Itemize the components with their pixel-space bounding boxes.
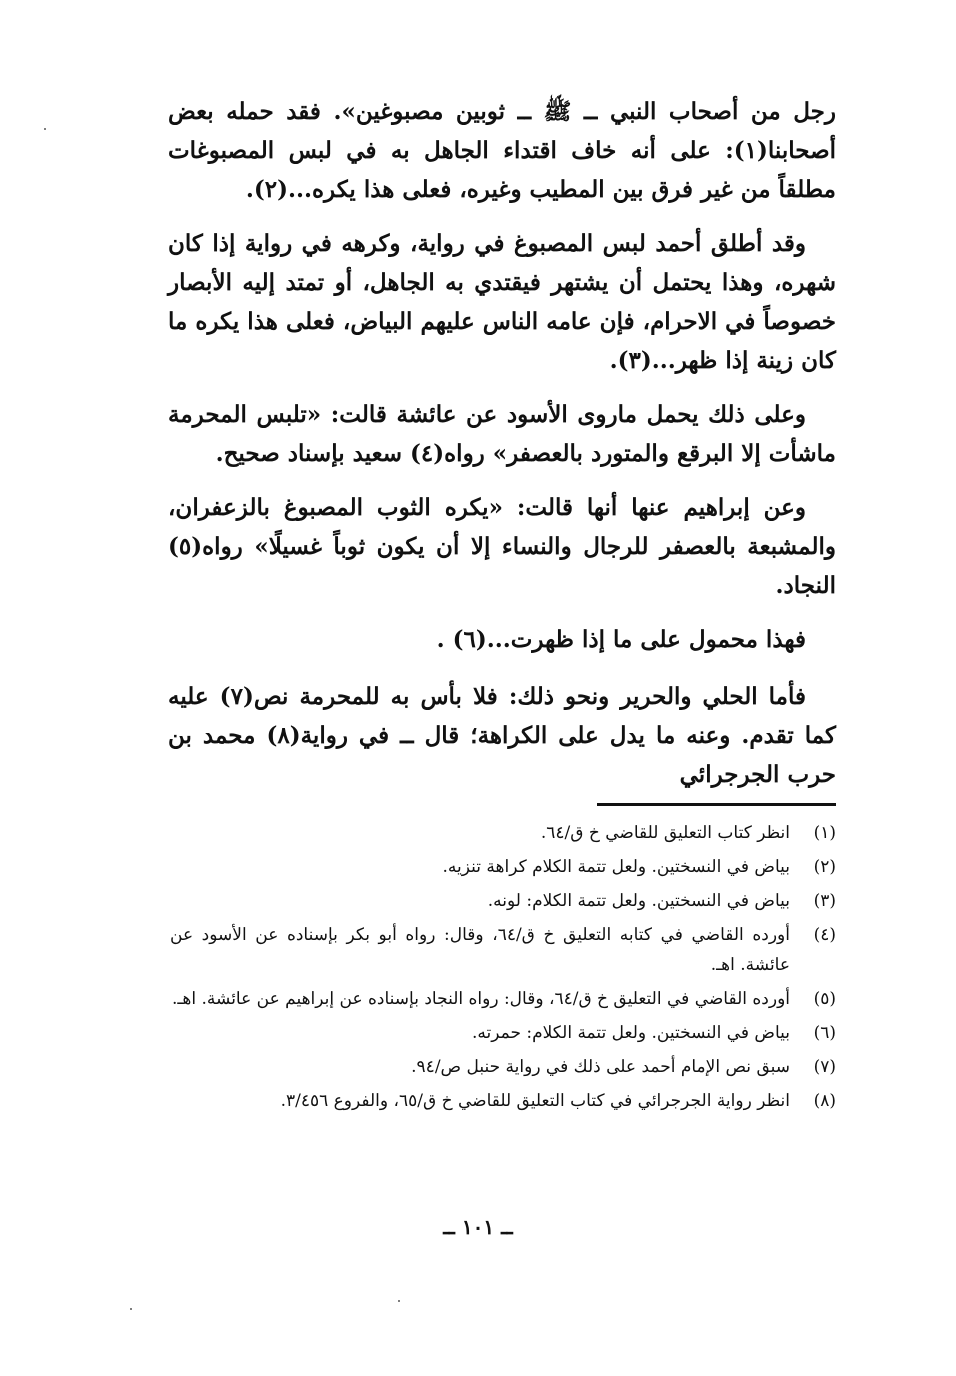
footnote-3 [170, 886, 836, 916]
paragraph-1: رجل من أصحاب النبي ــ ﷺ ــ ثوبين مصبوغين». فقد حمله بعض أصحابنا(١): على أنه خاف اقتداء الجاهل به في لبس المصبوغات مطلقاً من غير فرق بين المطيب وغيره، فعلى هذا يكره...(٢). [168, 98, 836, 203]
main-text-block [168, 92, 836, 809]
footnote-text: انظر رواية الجرجرائي في كتاب التعليق للقاضي خ ق/٦٥، والفروع ٣/٤٥٦. [280, 1091, 790, 1111]
scan-speck [130, 1308, 132, 1310]
scan-speck [398, 1300, 400, 1302]
footnote-7 [170, 1052, 836, 1082]
footnote-number: (٥) [813, 989, 836, 1009]
footnote-text: أورده القاضي في كتابه التعليق خ ق/٦٤، وقال: رواه أبو بكر بإسناده عن الأسود عن عائشة. اهـ. [170, 925, 790, 975]
scan-speck [44, 128, 46, 130]
footnote-text: بياض في النسختين. ولعل تتمة الكلام: حمرته. [471, 1023, 790, 1043]
footnote-number: (٧) [813, 1057, 836, 1077]
footnote-number: (٤) [813, 925, 836, 945]
footnote-4 [170, 920, 836, 980]
footnote-text: أورده القاضي في التعليق خ ق/٦٤، وقال: رواه النجاد بإسناده عن إبراهيم عن عائشة. اهـ. [172, 989, 790, 1009]
paragraph-2: وقد أطلق أحمد لبس المصبوغ في رواية، وكرهه في رواية إذا كان شهره، وهذا يحتمل أن يشتهر فيقتدي به الجاهل، أو تمتد إليه الأبصار خصوصاً في الاحرام، فإن عامه الناس عليهم البياض، فعلى هذا يكره ما كان زينة إذا ظهر...(٣). [168, 230, 836, 374]
footnote-text: انظر كتاب التعليق للقاضي خ ق/٦٤. [540, 823, 790, 843]
footnote-2 [170, 852, 836, 882]
footnote-text: بياض في النسختين. ولعل تتمة الكلام كراهة تنزيه. [442, 857, 790, 877]
page-number: ــ ١٠١ ــ [443, 1215, 513, 1239]
footnote-number: (٨) [813, 1091, 836, 1111]
footnote-number: (٦) [813, 1023, 836, 1043]
paragraph-6: فأما الحلي والحرير ونحو ذلك: فلا بأس به للمحرمة نص(٧) عليه كما تقدم. وعنه ما يدل على الكراهة؛ قال ــ في رواية(٨) محمد بن حرب الجرجرائي [168, 683, 836, 788]
footnote-6 [170, 1018, 836, 1048]
footnote-1 [170, 818, 836, 848]
footnote-number: (٢) [813, 857, 836, 877]
footnote-number: (١) [813, 823, 836, 843]
paragraph-5: فهذا محمول على ما إذا ظهرت...(٦) . [436, 626, 806, 653]
footnote-text: بياض في النسختين. ولعل تتمة الكلام: لونه. [487, 891, 790, 911]
paragraph-3: وعلى ذلك يحمل ماروى الأسود عن عائشة قالت: «تلبس المحرمة ماشأت إلا البرقع والمتورد بالعصفر» رواه(٤) سعيد بإسناد صحيح. [168, 401, 836, 467]
paragraph-4: وعن إبراهيم عنها أنها قالت: «يكره الثوب المصبوغ بالزعفران، والمشبعة بالعصفر للرجال والنساء إلا أن يكون ثوباً غسيلًا» رواه(٥) النجاد. [168, 494, 836, 599]
footnote-5 [170, 984, 836, 1014]
footnote-number: (٣) [813, 891, 836, 911]
footnote-text: سبق نص الإمام أحمد على ذلك في رواية حنبل ص/٩٤. [411, 1057, 790, 1077]
footnotes-list [170, 818, 836, 1120]
footnote-8 [170, 1086, 836, 1116]
footnote-separator [597, 803, 836, 806]
